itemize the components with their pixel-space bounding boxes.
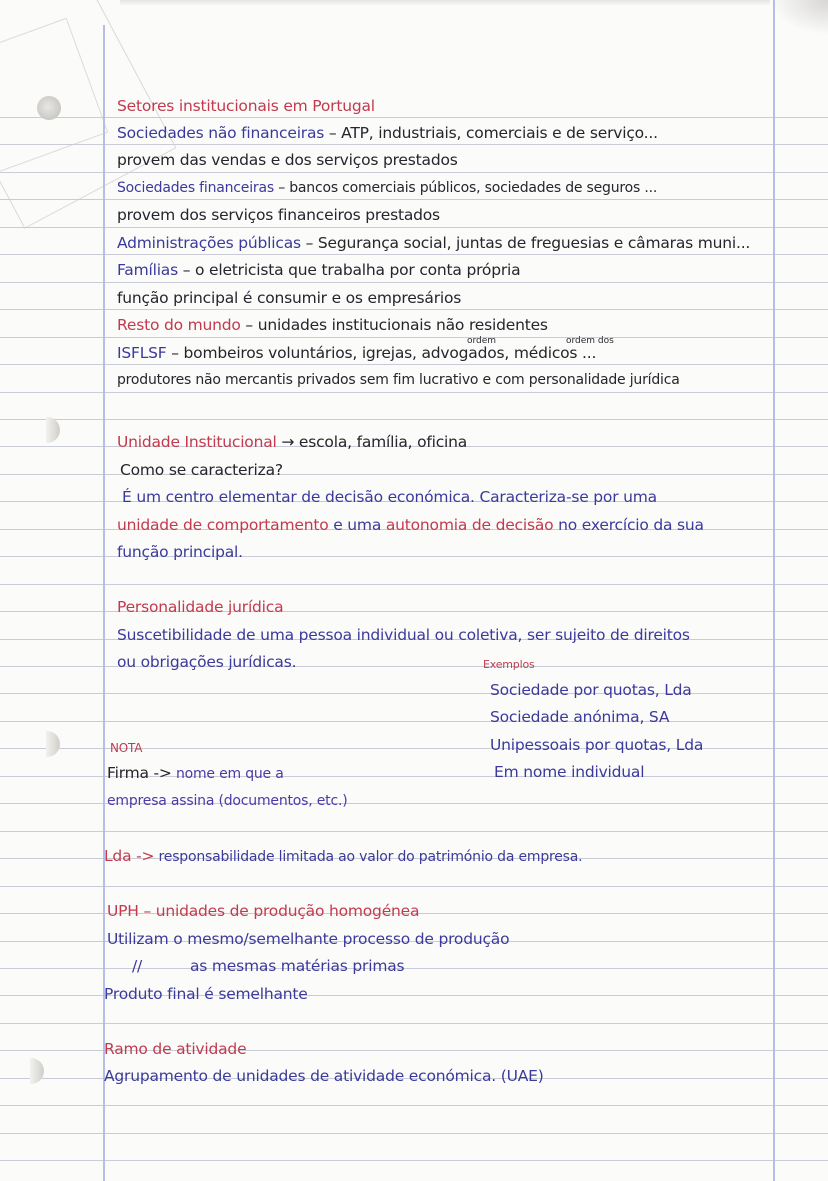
key-phrase: autonomia de decisão bbox=[385, 516, 554, 534]
punch-hole bbox=[46, 731, 60, 757]
answer-line: função principal. bbox=[117, 543, 243, 561]
note-line bbox=[117, 432, 467, 452]
note-line bbox=[117, 123, 658, 143]
section-title-personalidade: Personalidade jurídica bbox=[117, 598, 284, 616]
note-line: as mesmas matérias primas bbox=[190, 957, 405, 975]
ruled-line bbox=[0, 282, 828, 283]
term: Sociedades financeiras bbox=[117, 180, 274, 196]
note-line: Suscetibilidade de uma pessoa individual ou coletiva, ser sujeito de direitos bbox=[117, 626, 690, 644]
superscript-note: ordem dos bbox=[566, 336, 614, 346]
definition: – bombeiros voluntários, igrejas, advogados, médicos ... bbox=[166, 344, 597, 362]
left-margin-line bbox=[103, 25, 105, 1181]
ruled-line bbox=[0, 1160, 828, 1161]
ruled-line bbox=[0, 1023, 828, 1024]
term: Firma -> bbox=[107, 764, 172, 782]
note-line: ou obrigações jurídicas. bbox=[117, 653, 297, 671]
ruled-line bbox=[0, 199, 828, 200]
right-margin-line bbox=[773, 0, 775, 1181]
ditto-mark: // bbox=[132, 957, 143, 975]
paper-corner bbox=[770, 0, 828, 35]
examples-label: Exemplos bbox=[483, 658, 535, 671]
arrow: → bbox=[281, 433, 295, 451]
example-item: Em nome individual bbox=[494, 763, 645, 781]
note-line bbox=[117, 178, 657, 198]
examples: escola, família, oficina bbox=[298, 433, 468, 451]
ruled-line bbox=[0, 968, 828, 969]
ruled-line bbox=[0, 364, 828, 365]
punch-hole bbox=[46, 417, 60, 443]
term: Sociedades não financeiras bbox=[117, 124, 325, 142]
ruled-line bbox=[0, 693, 828, 694]
ruled-line bbox=[0, 584, 828, 585]
answer-line bbox=[117, 515, 704, 535]
ruled-line bbox=[0, 419, 828, 420]
definition: – o eletricista que trabalha por conta própria bbox=[177, 261, 521, 279]
answer-line: É um centro elementar de decisão económica. Caracteriza-se por uma bbox=[122, 488, 657, 506]
section-title-setores: Setores institucionais em Portugal bbox=[117, 97, 375, 115]
note-line bbox=[104, 846, 582, 867]
ruled-line bbox=[0, 831, 828, 832]
note-line: função principal é consumir e os empresários bbox=[117, 289, 462, 307]
answer-text: no exercício da sua bbox=[553, 516, 704, 534]
note-line: provem das vendas e dos serviços prestados bbox=[117, 151, 458, 169]
definition: nome em que a bbox=[171, 766, 284, 782]
note-line bbox=[117, 315, 548, 335]
section-title-uph: UPH – unidades de produção homogénea bbox=[107, 902, 420, 920]
term: Lda -> bbox=[104, 847, 155, 865]
note-line: empresa assina (documentos, etc.) bbox=[107, 793, 348, 809]
term: ISFLSF bbox=[117, 344, 167, 362]
ruled-line bbox=[0, 721, 828, 722]
ruled-line bbox=[0, 254, 828, 255]
term: Resto do mundo bbox=[117, 316, 241, 334]
ruled-line bbox=[0, 337, 828, 338]
ruled-line bbox=[0, 144, 828, 145]
ruled-line bbox=[0, 172, 828, 173]
definition: – bancos comerciais públicos, sociedades de seguros ... bbox=[273, 180, 658, 196]
note-line bbox=[107, 763, 284, 784]
note-line bbox=[117, 233, 750, 253]
note-line bbox=[117, 260, 520, 280]
section-title-ramo: Ramo de atividade bbox=[104, 1040, 247, 1058]
ruled-line bbox=[0, 309, 828, 310]
definition: – unidades institucionais não residentes bbox=[240, 316, 548, 334]
answer-text: e uma bbox=[328, 516, 386, 534]
ruled-line bbox=[0, 886, 828, 887]
superscript-note: ordem bbox=[467, 336, 497, 346]
term: Famílias bbox=[117, 261, 178, 279]
note-line bbox=[117, 343, 596, 363]
definition: – Segurança social, juntas de freguesias e câmaras muni... bbox=[300, 234, 751, 252]
note-line: Agrupamento de unidades de atividade económica. (UAE) bbox=[104, 1067, 544, 1085]
note-label: NOTA bbox=[110, 741, 143, 755]
example-item: Sociedade anónima, SA bbox=[490, 708, 670, 726]
note-line: produtores não mercantis privados sem fim lucrativo e com personalidade jurídica bbox=[117, 372, 680, 388]
question: Como se caracteriza? bbox=[120, 461, 283, 479]
ruled-line bbox=[0, 117, 828, 118]
definition: – ATP, industriais, comerciais e de serviço... bbox=[324, 124, 658, 142]
ruled-line bbox=[0, 1133, 828, 1134]
note-line: Produto final é semelhante bbox=[104, 985, 308, 1003]
punch-hole bbox=[30, 1058, 44, 1084]
note-line: provem dos serviços financeiros prestados bbox=[117, 206, 440, 224]
term: Administrações públicas bbox=[117, 234, 301, 252]
key-phrase: unidade de comportamento bbox=[117, 516, 329, 534]
ruled-line bbox=[0, 1105, 828, 1106]
section-title-unidade: Unidade Institucional bbox=[117, 433, 277, 451]
paper-edge bbox=[120, 0, 820, 6]
definition: responsabilidade limitada ao valor do património da empresa. bbox=[154, 849, 583, 865]
ruled-line bbox=[0, 392, 828, 393]
example-item: Sociedade por quotas, Lda bbox=[490, 681, 692, 699]
example-item: Unipessoais por quotas, Lda bbox=[490, 736, 704, 754]
note-line: Utilizam o mesmo/semelhante processo de produção bbox=[107, 930, 510, 948]
punch-hole bbox=[37, 96, 61, 120]
ruled-line bbox=[0, 227, 828, 228]
